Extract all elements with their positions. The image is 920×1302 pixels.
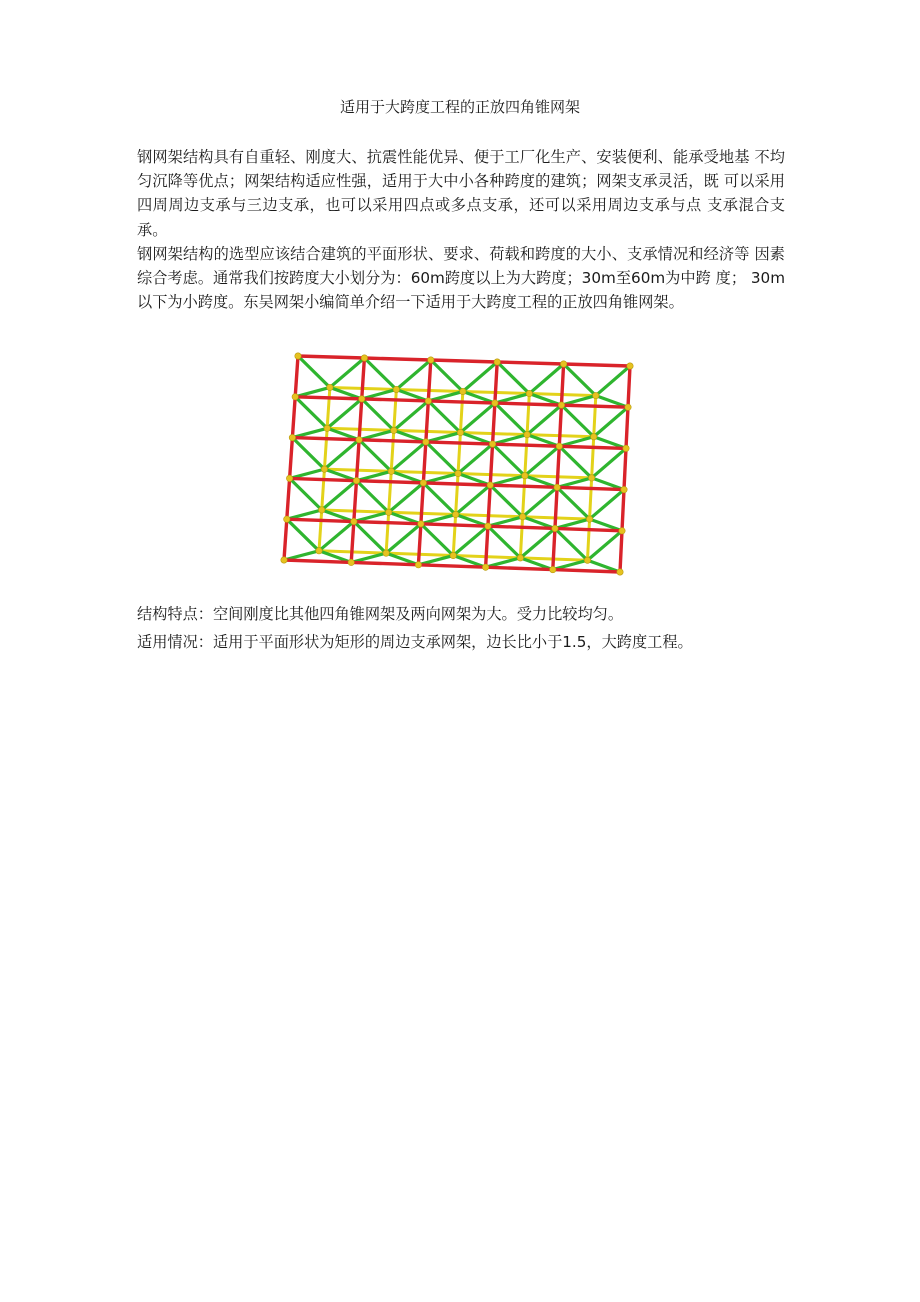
web-member: [295, 397, 327, 428]
top-node: [485, 523, 491, 529]
top-node: [554, 484, 560, 490]
top-chord: [292, 438, 359, 440]
bottom-chord: [391, 430, 394, 471]
top-node: [348, 559, 354, 565]
top-chord: [290, 438, 293, 479]
web-member: [497, 362, 529, 394]
top-chord: [486, 567, 553, 569]
bottom-node: [457, 429, 463, 435]
web-member: [458, 444, 493, 473]
top-node: [420, 480, 426, 486]
top-chord: [490, 485, 557, 487]
bottom-chord: [394, 389, 397, 430]
top-node: [361, 355, 367, 361]
web-member: [463, 362, 497, 392]
web-member: [394, 401, 429, 430]
web-member: [555, 528, 588, 560]
top-chord: [555, 528, 622, 530]
top-node: [550, 566, 556, 572]
top-chord: [428, 401, 495, 403]
web-member: [389, 483, 424, 512]
page-title: 适用于大跨度工程的正放四角锥网架: [339, 98, 580, 116]
top-chord: [561, 405, 628, 407]
web-member: [364, 358, 396, 389]
paragraph-span-classification: 钢网架结构的选型应该结合建筑的平面形状、要求、荷载和跨度的大小、支承情况和经济等 因素综合考虑。通常我们按跨度大小划分为：60m跨度以上为大跨度；30m至60m为中跨 度； 30m 以下为小跨度。东吴网架小编简单介绍一下适用于大跨度工程的正放四角锥网架。: [137, 245, 785, 312]
bottom-node: [455, 470, 461, 476]
top-chord: [354, 481, 357, 522]
top-node: [353, 477, 359, 483]
bottom-node: [522, 473, 528, 479]
bottom-node: [524, 431, 530, 437]
top-node: [625, 404, 631, 410]
bottom-chord: [458, 433, 460, 474]
top-chord: [421, 483, 423, 524]
top-chord: [553, 528, 555, 569]
web-member: [488, 526, 520, 558]
bottom-chord: [322, 469, 325, 510]
bottom-chord: [594, 396, 596, 437]
top-chord: [624, 448, 626, 489]
top-chord: [490, 444, 492, 485]
web-member: [356, 481, 388, 513]
bottom-node: [319, 507, 325, 513]
top-chord: [423, 442, 425, 483]
top-node: [425, 398, 431, 404]
top-chord: [426, 442, 493, 444]
bottom-node: [588, 475, 594, 481]
web-member: [330, 358, 365, 387]
top-chord: [284, 519, 287, 560]
top-chord: [622, 490, 624, 531]
web-member: [386, 524, 421, 553]
web-member: [319, 522, 354, 551]
web-member: [292, 438, 324, 470]
top-node: [351, 518, 357, 524]
bottom-chord: [587, 519, 589, 560]
top-chord: [421, 524, 488, 526]
bottom-node: [526, 390, 532, 396]
web-member: [523, 487, 558, 516]
top-chord: [488, 526, 555, 528]
top-chord: [559, 446, 626, 448]
web-member: [426, 442, 458, 474]
web-member: [561, 405, 593, 437]
top-node: [292, 394, 298, 400]
top-node: [552, 525, 558, 531]
web-member: [396, 360, 430, 389]
bottom-node: [324, 425, 330, 431]
top-node: [556, 443, 562, 449]
web-member: [592, 448, 626, 478]
top-chord: [488, 485, 490, 526]
top-node: [359, 396, 365, 402]
top-node: [627, 363, 633, 369]
bottom-chord: [456, 474, 458, 515]
bottom-node: [460, 388, 466, 394]
web-member: [520, 528, 555, 557]
top-chord: [362, 399, 429, 401]
bottom-node: [591, 434, 597, 440]
top-chord: [364, 358, 430, 360]
web-member: [421, 524, 453, 556]
bottom-chord: [520, 517, 522, 558]
top-chord: [356, 440, 359, 481]
top-chord: [495, 403, 562, 405]
top-chord: [561, 364, 563, 405]
web-member: [493, 444, 525, 476]
bottom-chord: [523, 476, 525, 517]
top-node: [492, 400, 498, 406]
web-member: [557, 487, 589, 519]
bottom-chord: [592, 437, 594, 478]
web-member: [327, 399, 362, 428]
bottom-chord: [389, 471, 392, 512]
top-chord: [354, 522, 421, 524]
web-member: [456, 485, 491, 514]
web-member: [527, 405, 561, 435]
bottom-node: [385, 509, 391, 515]
top-chord: [423, 483, 490, 485]
bottom-chord: [527, 394, 529, 435]
top-node: [286, 475, 292, 481]
web-member: [431, 360, 463, 392]
space-grid-illustration: [278, 352, 640, 590]
top-node: [281, 557, 287, 563]
bottom-chord: [460, 392, 462, 433]
top-chord: [553, 570, 620, 572]
web-member: [495, 403, 527, 435]
top-node: [623, 445, 629, 451]
bottom-node: [450, 552, 456, 558]
bottom-chord: [525, 435, 527, 476]
top-node: [617, 569, 623, 575]
top-chord: [359, 399, 362, 440]
top-chord: [493, 403, 495, 444]
top-node: [619, 528, 625, 534]
top-node: [284, 516, 290, 522]
web-member: [453, 526, 488, 555]
top-node: [558, 402, 564, 408]
bottom-node: [593, 392, 599, 398]
web-member: [525, 446, 559, 475]
top-chord: [295, 397, 362, 399]
web-member: [529, 364, 563, 394]
web-member: [587, 531, 622, 560]
bottom-node: [383, 550, 389, 556]
bottom-node: [321, 466, 327, 472]
web-member: [594, 407, 628, 437]
paragraph-intro: 钢网架结构具有自重轻、刚度大、抗震性能优异、便于工厂化生产、安装便利、能承受地基 不均匀沉降等优点；网架结构适应性强，适用于大中小各种跨度的建筑；网架支承灵活，既 可以采用四周周边支承与三边支承，也可以采用四点或多点支承，还可以采用周边支承与点 支承混合支承。: [137, 148, 785, 239]
top-node: [487, 482, 493, 488]
top-chord: [495, 362, 497, 403]
web-member: [590, 490, 624, 519]
top-node: [428, 357, 434, 363]
bottom-chord: [386, 512, 389, 553]
top-chord: [359, 440, 426, 442]
top-chord: [418, 565, 485, 567]
bottom-node: [452, 511, 458, 517]
top-chord: [290, 478, 357, 480]
top-node: [356, 437, 362, 443]
top-chord: [351, 522, 354, 563]
space-grid-figure: [278, 352, 640, 590]
web-member: [564, 364, 596, 396]
top-chord: [559, 405, 561, 446]
top-node: [295, 353, 301, 359]
top-chord: [555, 487, 557, 528]
top-chord: [426, 401, 428, 442]
web-member: [324, 440, 359, 469]
top-node: [482, 564, 488, 570]
top-node: [289, 434, 295, 440]
top-chord: [356, 481, 423, 483]
top-chord: [284, 560, 351, 562]
bottom-node: [391, 427, 397, 433]
web-member: [290, 478, 322, 510]
top-chord: [298, 356, 364, 358]
top-chord: [493, 444, 560, 446]
bottom-chord: [319, 510, 322, 551]
web-member: [362, 399, 394, 431]
top-chord: [431, 360, 497, 362]
top-chord: [287, 478, 290, 519]
web-member: [322, 481, 357, 510]
bottom-chord: [324, 428, 327, 469]
top-chord: [557, 446, 559, 487]
top-chord: [626, 407, 628, 448]
bottom-node: [388, 468, 394, 474]
top-chord: [351, 562, 418, 564]
bottom-node: [327, 384, 333, 390]
top-node: [560, 361, 566, 367]
bottom-node: [584, 557, 590, 563]
web-member: [428, 401, 460, 433]
top-chord: [497, 362, 563, 364]
top-chord: [564, 364, 630, 366]
structure-features-line: 结构特点：空间刚度比其他四角锥网架及两向网架为大。受力比较均匀。: [137, 605, 623, 623]
web-member: [298, 356, 330, 387]
top-node: [621, 486, 627, 492]
bottom-node: [519, 514, 525, 520]
top-chord: [362, 358, 365, 399]
bottom-node: [586, 516, 592, 522]
bottom-node: [393, 386, 399, 392]
top-node: [418, 521, 424, 527]
top-node: [423, 439, 429, 445]
web-member: [359, 440, 391, 472]
web-member: [287, 519, 319, 551]
bottom-node: [517, 555, 523, 561]
bottom-chord: [590, 478, 592, 519]
top-chord: [287, 519, 354, 521]
top-chord: [295, 356, 298, 397]
top-chord: [292, 397, 295, 438]
top-chord: [418, 524, 420, 565]
top-chord: [428, 360, 430, 401]
top-node: [415, 562, 421, 568]
top-chord: [486, 526, 488, 567]
top-chord: [557, 487, 624, 489]
web-member: [490, 485, 522, 517]
top-node: [494, 359, 500, 365]
web-member: [460, 403, 494, 432]
top-chord: [620, 531, 622, 572]
top-chord: [628, 366, 630, 407]
bottom-chord: [327, 387, 330, 428]
web-member: [559, 446, 591, 478]
web-member: [423, 483, 455, 515]
web-member: [391, 442, 426, 471]
web-member: [596, 366, 630, 396]
applicable-conditions-line: 适用情况：适用于平面形状为矩形的周边支承网架，边长比小于1.5，大跨度工程。: [137, 633, 693, 651]
web-member: [354, 522, 386, 554]
bottom-node: [316, 548, 322, 554]
bottom-chord: [453, 515, 455, 556]
top-node: [489, 441, 495, 447]
